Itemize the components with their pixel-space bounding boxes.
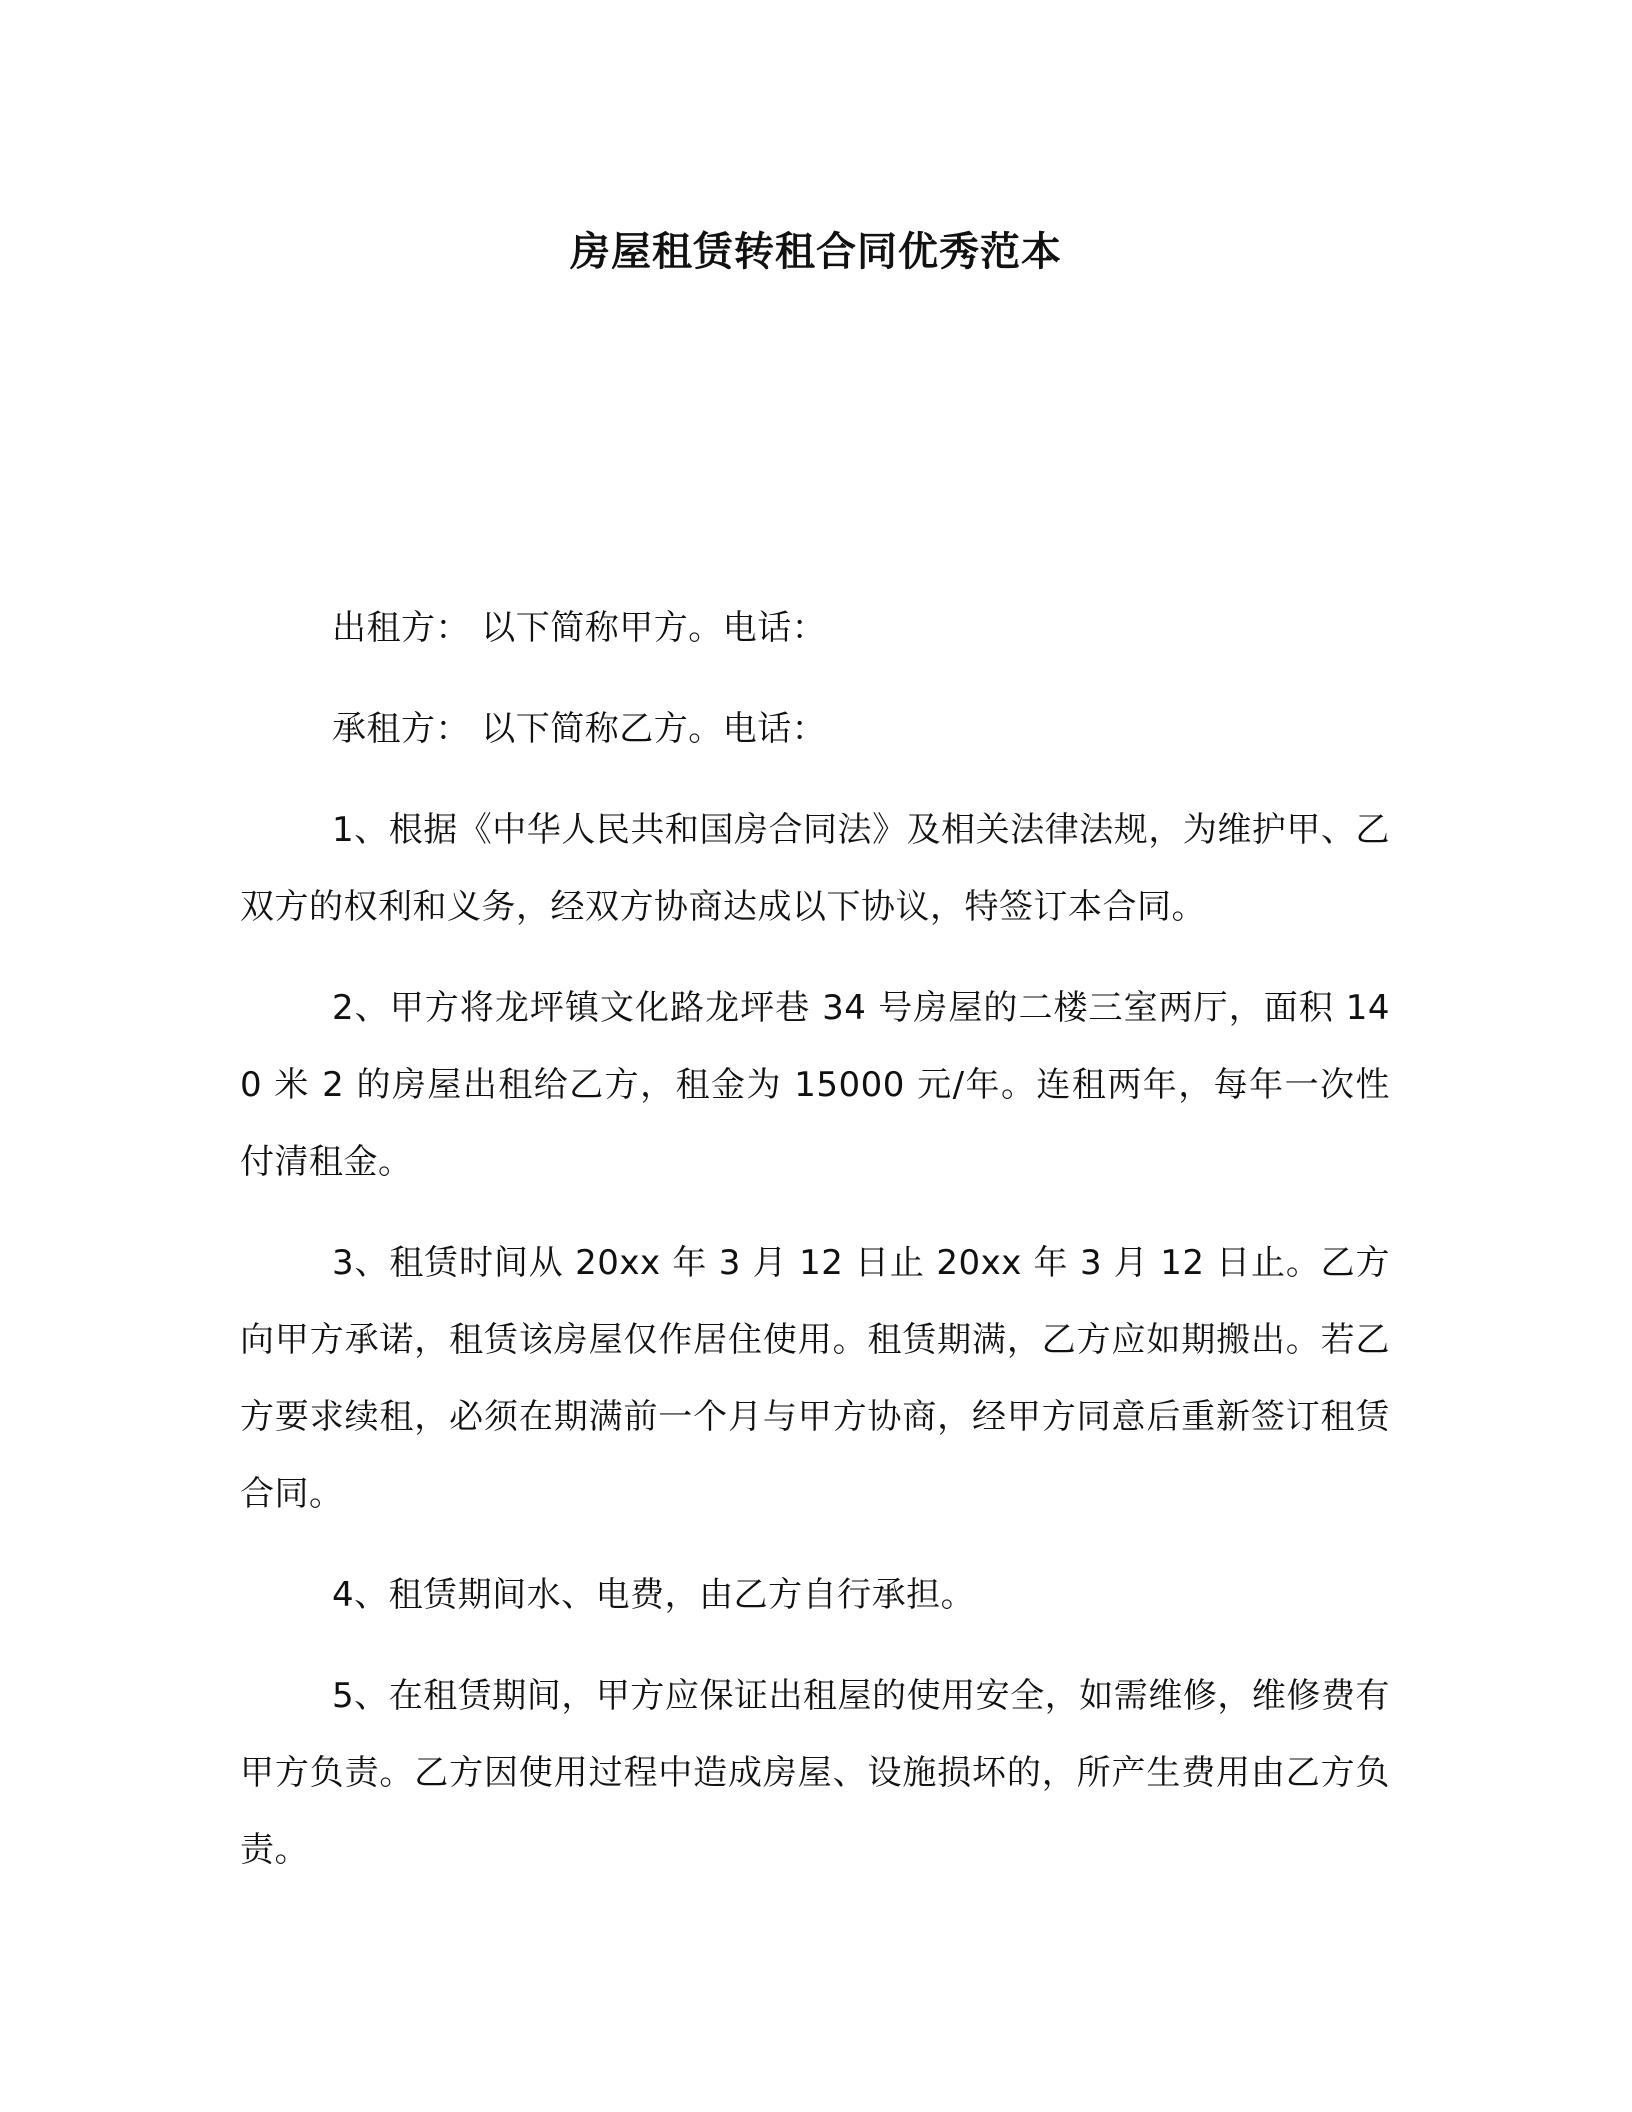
clause-4: 4、租赁期间水、电费，由乙方自行承担。 [332, 1575, 976, 1615]
document-body [240, 590, 1390, 1913]
clause-5: 5、在租赁期间，甲方应保证出租屋的使用安全，如需维修，维修费有甲方负责。乙方因使用过程中造成房屋、设施损坏的，所产生费用由乙方负责。 [240, 1676, 1390, 1870]
lessor-line: 出租方： 以下简称甲方。电话： [332, 608, 827, 648]
clause-1: 1、根据《中华人民共和国房合同法》及相关法律法规，为维护甲、乙双方的权利和义务，经双方协商达成以下协议，特签订本合同。 [240, 810, 1390, 927]
clause-2: 2、甲方将龙坪镇文化路龙坪巷 34 号房屋的二楼三室两厅，面积 140 米 2 的房屋出租给乙方，租金为 15000 元/年。连租两年，每年一次性付清租金。 [240, 988, 1390, 1182]
page-title: 房屋租赁转租合同优秀范本 [570, 229, 1062, 275]
clause-3: 3、租赁时间从 20xx 年 3 月 12 日止 20xx 年 3 月 12 日止。乙方向甲方承诺，租赁该房屋仅作居住使用。租赁期满，乙方应如期搬出。若乙方要求续租，必须在期满前一个月与甲方协商，经甲方同意后重新签订租赁合同。 [240, 1243, 1390, 1514]
lessee-line: 承租方： 以下简称乙方。电话： [332, 709, 827, 749]
